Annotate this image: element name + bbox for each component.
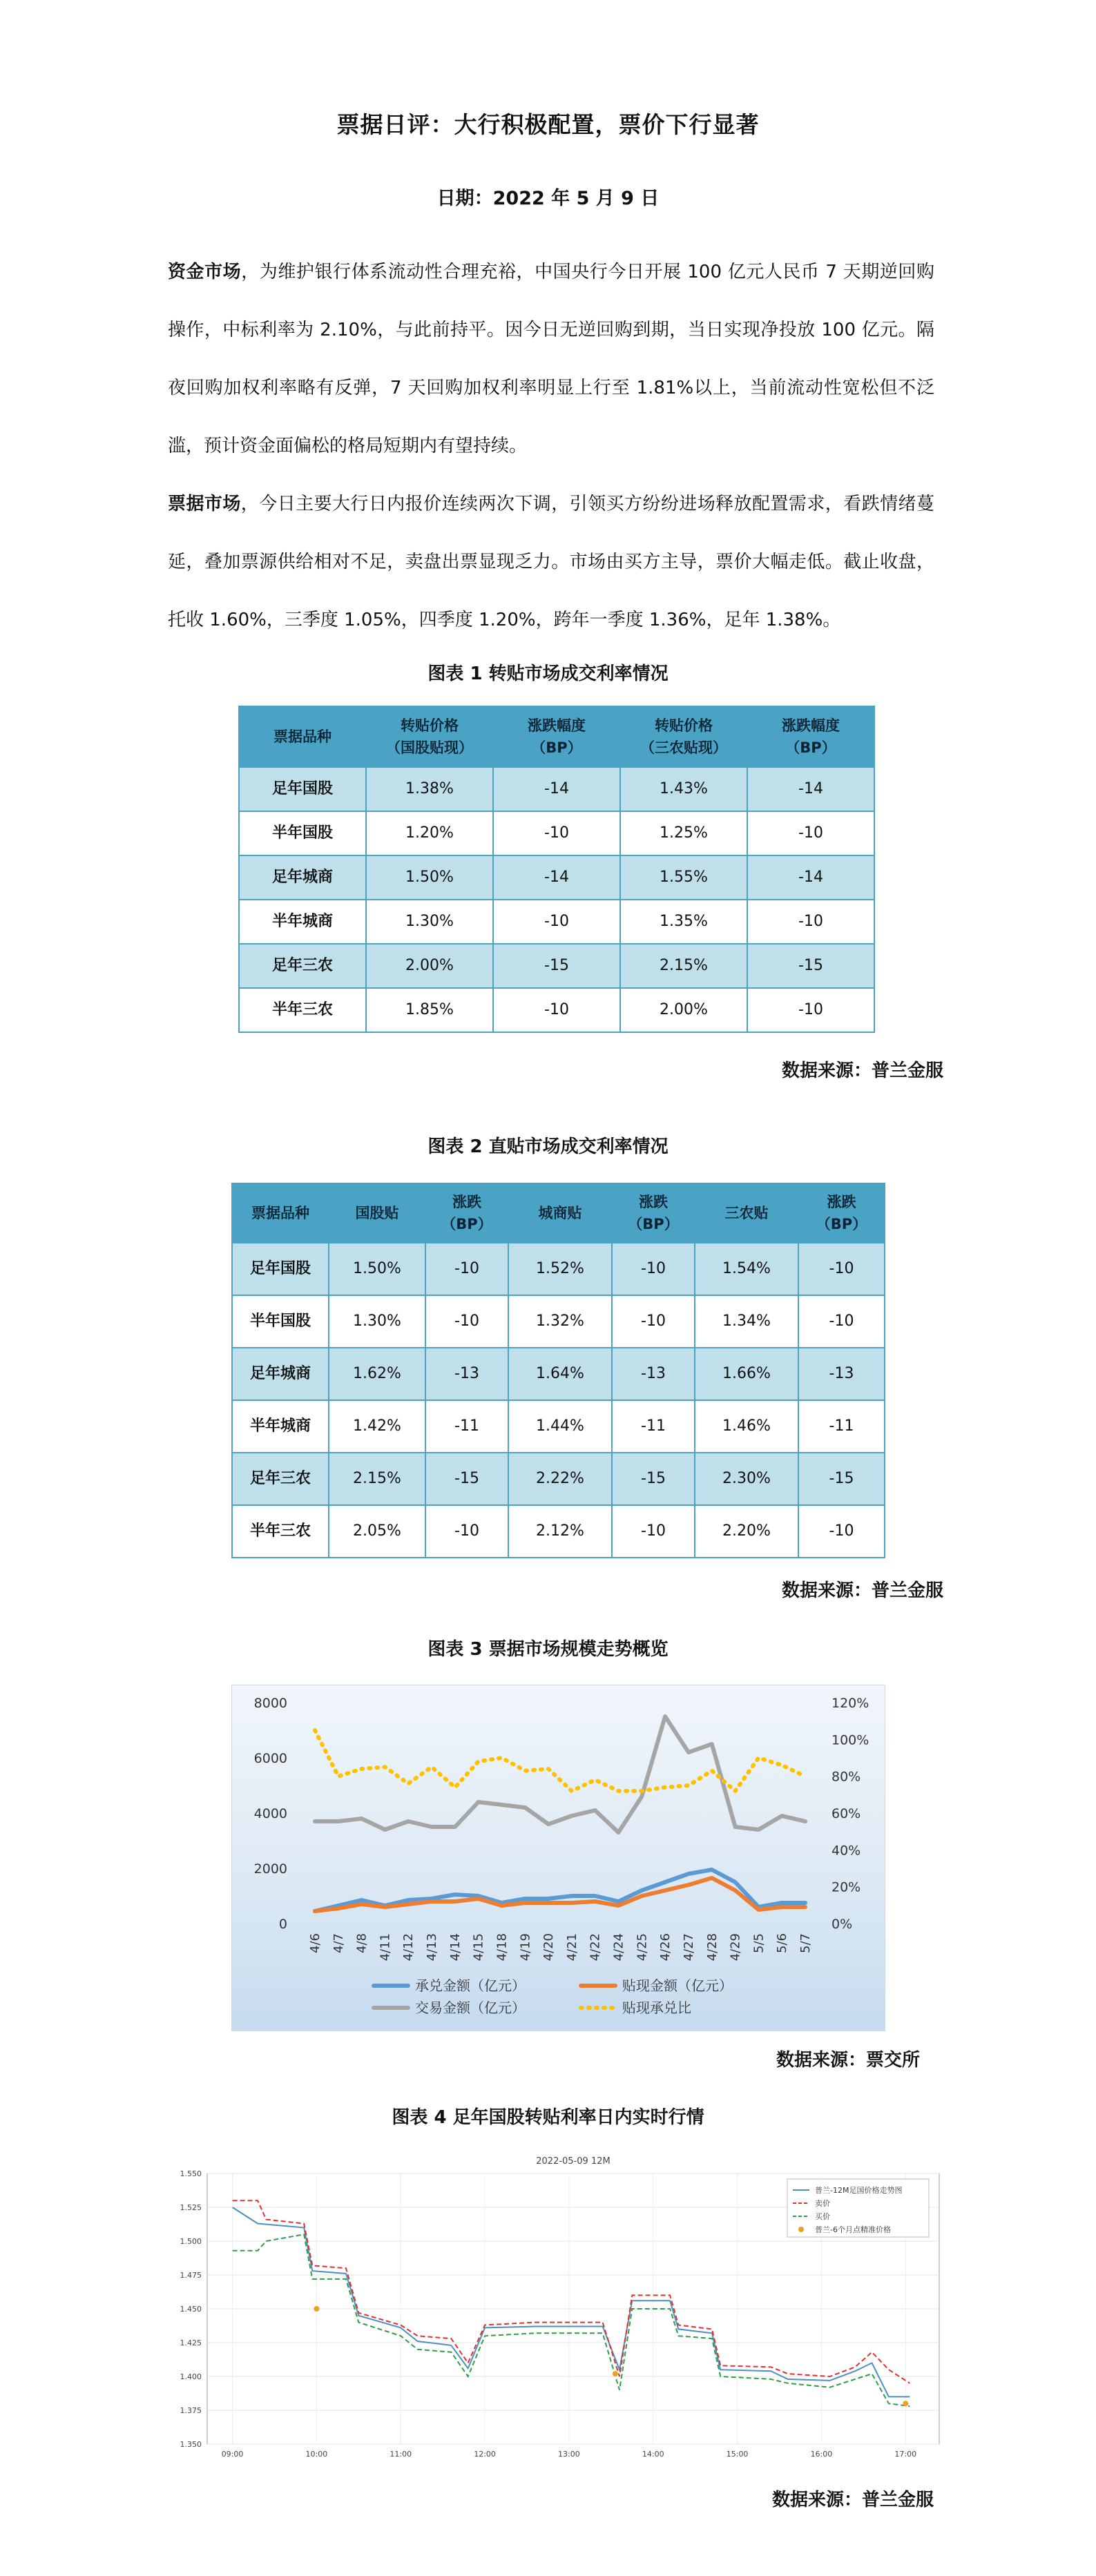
table-cell: 2.15% [620,944,747,988]
table-cell: 1.32% [508,1295,612,1348]
header-line: （BP） [628,1216,679,1232]
header-line: （BP） [816,1216,867,1232]
paragraph-lead: 资金市场 [168,262,242,282]
y-tick-label: 1.450 [180,2305,202,2314]
legend-label: 卖价 [815,2199,830,2208]
column-header [239,706,366,767]
table-cell: -14 [493,855,620,900]
y2-tick-label: 120% [831,1696,869,1711]
column-header [425,1183,508,1243]
table-cell: 1.50% [329,1243,425,1295]
table-cell: -10 [493,811,620,855]
table-cell: 2.12% [508,1505,612,1558]
header-line: 国股贴 [355,1205,399,1221]
paragraph-lead: 票据市场 [168,494,241,514]
row-header-cell: 半年城商 [232,1400,329,1453]
table-cell: 2.00% [366,944,493,988]
column-header [695,1183,798,1243]
market-scale-chart [231,1685,885,2031]
table-cell: 1.54% [695,1243,798,1295]
x-tick-label: 4/18 [494,1933,510,1962]
legend-label: 贴现金额（亿元） [622,1977,733,1994]
x-tick-label: 4/8 [354,1933,369,1953]
x-tick-label: 14:00 [642,2450,664,2459]
table-cell: 2.22% [508,1453,612,1505]
y-tick-label: 1.550 [180,2169,202,2178]
x-tick-label: 5/7 [798,1933,813,1953]
table-cell: -11 [798,1400,885,1453]
series-line [315,1716,805,1832]
figure3-source: 数据来源：票交所 [776,2050,920,2071]
row-header-cell: 足年三农 [239,944,366,988]
table-cell: -14 [747,767,874,811]
table-cell: 1.46% [695,1400,798,1453]
table-cell: 1.66% [695,1348,798,1400]
row-header-cell: 足年国股 [232,1243,329,1295]
table-row [232,1453,885,1505]
y2-tick-label: 40% [831,1843,861,1859]
series-line [315,1878,805,1911]
x-tick-label: 16:00 [810,2450,833,2459]
header-line: 涨跌幅度 [782,717,840,734]
figure4-title: 图表 4 足年国股转贴利率日内实时行情 [392,2107,704,2128]
table-cell: 1.44% [508,1400,612,1453]
x-tick-label: 17:00 [894,2450,917,2459]
table-cell: 1.35% [620,900,747,944]
rediscount-rate-table [238,706,875,1033]
y-tick-label: 4000 [253,1806,287,1821]
table-cell: -10 [798,1243,885,1295]
row-header-cell: 半年三农 [232,1505,329,1558]
header-line: 三农贴 [724,1205,769,1221]
row-header-cell: 足年国股 [239,767,366,811]
x-tick-label: 4/29 [728,1933,743,1962]
row-header-cell: 半年城商 [239,900,366,944]
table-cell: 1.20% [366,811,493,855]
table-cell: -15 [493,944,620,988]
table-cell: -13 [798,1348,885,1400]
x-tick-label: 5/6 [775,1933,790,1953]
table-row [239,855,874,900]
legend-label: 交易金额（亿元） [415,1999,526,2016]
bill-market-paragraph [168,475,934,649]
table-row [239,988,874,1032]
figure4-source: 数据来源：普兰金服 [771,2490,934,2510]
intraday-rate-chart [173,2154,953,2465]
header-line: 票据品种 [251,1205,309,1221]
table-cell: -13 [425,1348,508,1400]
table-cell: 1.38% [366,767,493,811]
legend-label: 承兑金额（亿元） [415,1977,526,1994]
figure3-title: 图表 3 票据市场规模走势概览 [427,1639,669,1660]
table-cell: -10 [798,1505,885,1558]
table-cell: 1.50% [366,855,493,900]
x-tick-label: 4/27 [681,1933,696,1962]
table-cell: 2.20% [695,1505,798,1558]
table-cell: -15 [425,1453,508,1505]
table-cell: 1.64% [508,1348,612,1400]
row-header-cell: 足年三农 [232,1453,329,1505]
header-line: 票据品种 [273,728,331,745]
table-cell: 1.30% [366,900,493,944]
x-tick-label: 10:00 [305,2450,328,2459]
x-tick-label: 4/22 [588,1933,603,1962]
header-line: 转贴价格 [655,717,713,734]
figure2-source: 数据来源：普兰金服 [781,1580,943,1601]
table-cell: 2.30% [695,1453,798,1505]
table-cell: -10 [612,1243,695,1295]
table-cell: 1.62% [329,1348,425,1400]
series-line [315,1730,805,1791]
table-cell: 1.25% [620,811,747,855]
table-cell: -10 [493,900,620,944]
column-header [612,1183,695,1243]
table-cell: 2.00% [620,988,747,1032]
report-date: 日期：2022 年 5 月 9 日 [436,188,660,209]
column-header [747,706,874,767]
table-cell: -15 [747,944,874,988]
x-tick-label: 4/13 [425,1933,440,1962]
table-cell: -10 [747,988,874,1032]
table-row [232,1505,885,1558]
x-tick-label: 4/14 [448,1933,463,1962]
legend-label: 贴现承兑比 [622,1999,691,2016]
x-tick-label: 4/21 [564,1933,579,1962]
x-tick-label: 4/19 [518,1933,533,1962]
y-tick-label: 1.350 [180,2440,202,2449]
x-tick-label: 4/20 [541,1933,557,1962]
table-cell: -10 [612,1295,695,1348]
column-header [508,1183,612,1243]
table-row [239,900,874,944]
table-cell: -10 [747,900,874,944]
legend-label: 普兰-6个月点精准价格 [815,2225,891,2234]
row-header-cell: 足年城商 [232,1348,329,1400]
paragraph-text: ，为维护银行体系流动性合理充裕，中国央行今日开展 100 亿元人民币 7 天期逆回购操作，中标利率为 2.10%，与此前持平。因今日无逆回购到期，当日实现净投放 100 亿元。隔夜回购加权利率略有反弹，7 天回购加权利率明显上行至 1.81%以上，当前流动性宽松但不泛滥，预计资金面偏松的格局短期内有望持续。 [168,262,934,456]
column-header [620,706,747,767]
header-line: 涨跌 [452,1194,481,1210]
price-marker [613,2371,618,2376]
x-tick-label: 15:00 [726,2450,749,2459]
x-tick-label: 4/12 [401,1933,416,1962]
x-tick-label: 13:00 [558,2450,580,2459]
table-cell: -11 [425,1400,508,1453]
y-tick-label: 1.500 [180,2237,202,2246]
x-tick-label: 4/25 [635,1933,650,1962]
table-cell: 1.55% [620,855,747,900]
column-header [366,706,493,767]
y-tick-label: 1.400 [180,2372,202,2381]
column-header [232,1183,329,1243]
x-tick-label: 12:00 [474,2450,496,2459]
table-row [239,811,874,855]
table-cell: 1.34% [695,1295,798,1348]
figure1-source: 数据来源：普兰金服 [781,1061,943,1081]
table-cell: 1.42% [329,1400,425,1453]
table-cell: -10 [798,1295,885,1348]
table-cell: 1.85% [366,988,493,1032]
y-tick-label: 0 [278,1917,287,1932]
report-title: 票据日评：大行积极配置，票价下行显著 [336,111,760,138]
table-cell: -15 [798,1453,885,1505]
row-header-cell: 半年国股 [239,811,366,855]
x-tick-label: 4/26 [658,1933,673,1962]
y-tick-label: 8000 [253,1696,287,1711]
y2-tick-label: 20% [831,1879,861,1895]
table-row [239,944,874,988]
x-tick-label: 4/6 [308,1933,323,1953]
column-header [798,1183,885,1243]
table-cell: -11 [612,1400,695,1453]
header-line: 涨跌幅度 [528,717,586,734]
header-line: 涨跌 [639,1194,668,1210]
table-cell: 1.52% [508,1243,612,1295]
table-row [232,1243,885,1295]
discount-rate-table [231,1183,885,1558]
figure1-title: 图表 1 转贴市场成交利率情况 [427,664,669,684]
y-tick-label: 1.425 [180,2338,202,2347]
paragraph-text: ，今日主要大行日内报价连续两次下调，引领买方纷纷进场释放配置需求，看跌情绪蔓延，叠加票源供给相对不足，卖盘出票显现乏力。市场由买方主导，票价大幅走低。截止收盘，托收 1.60%，三季度 1.05%，四季度 1.20%，跨年一季度 1.36%，足年 1.38%。 [168,494,934,630]
table-cell: -10 [612,1505,695,1558]
table-cell: 2.05% [329,1505,425,1558]
column-header [329,1183,425,1243]
x-tick-label: 09:00 [221,2450,244,2459]
table-cell: 2.15% [329,1453,425,1505]
header-line: 城商贴 [538,1205,582,1221]
table-cell: -10 [425,1505,508,1558]
y-tick-label: 6000 [253,1751,287,1766]
y-tick-label: 2000 [253,1861,287,1877]
table-row [239,767,874,811]
table-cell: 1.30% [329,1295,425,1348]
table-row [232,1400,885,1453]
header-line: （BP） [441,1216,492,1232]
row-header-cell: 足年城商 [239,855,366,900]
figure2-title: 图表 2 直贴市场成交利率情况 [427,1136,669,1157]
header-line: （BP） [531,739,582,756]
row-header-cell: 半年三农 [239,988,366,1032]
x-tick-label: 4/24 [611,1933,626,1962]
legend-label: 普兰-12M足国价格走势图 [815,2186,903,2195]
price-marker [903,2401,908,2406]
table-cell: -15 [612,1453,695,1505]
column-header [493,706,620,767]
table-cell: -14 [747,855,874,900]
x-tick-label: 4/11 [378,1933,393,1962]
x-tick-label: 4/28 [704,1933,720,1962]
chart-title: 2022-05-09 12M [536,2156,611,2167]
y2-tick-label: 0% [831,1917,853,1932]
header-line: 涨跌 [827,1194,856,1210]
row-header-cell: 半年国股 [232,1295,329,1348]
table-row [232,1348,885,1400]
table-cell: -13 [612,1348,695,1400]
table-row [232,1295,885,1348]
table-cell: 1.43% [620,767,747,811]
table-cell: -10 [493,988,620,1032]
x-tick-label: 4/15 [471,1933,486,1962]
y-tick-label: 1.475 [180,2271,202,2280]
header-line: （三农贴现） [640,739,727,756]
table-cell: -10 [747,811,874,855]
price-marker [314,2306,319,2312]
y-tick-label: 1.375 [180,2406,202,2415]
x-tick-label: 4/7 [331,1933,346,1953]
y2-tick-label: 100% [831,1732,869,1748]
x-tick-label: 11:00 [390,2450,412,2459]
header-line: （BP） [785,739,836,756]
table-cell: -14 [493,767,620,811]
table-cell: -10 [425,1295,508,1348]
y2-tick-label: 80% [831,1769,861,1785]
header-line: 转贴价格 [401,717,459,734]
money-market-paragraph [168,243,934,475]
x-tick-label: 5/5 [751,1933,767,1953]
table-cell: -10 [425,1243,508,1295]
legend-swatch [798,2227,804,2232]
header-line: （国股贴现） [386,739,473,756]
y2-tick-label: 60% [831,1806,861,1821]
y-tick-label: 1.525 [180,2203,202,2212]
legend-label: 买价 [815,2212,830,2221]
